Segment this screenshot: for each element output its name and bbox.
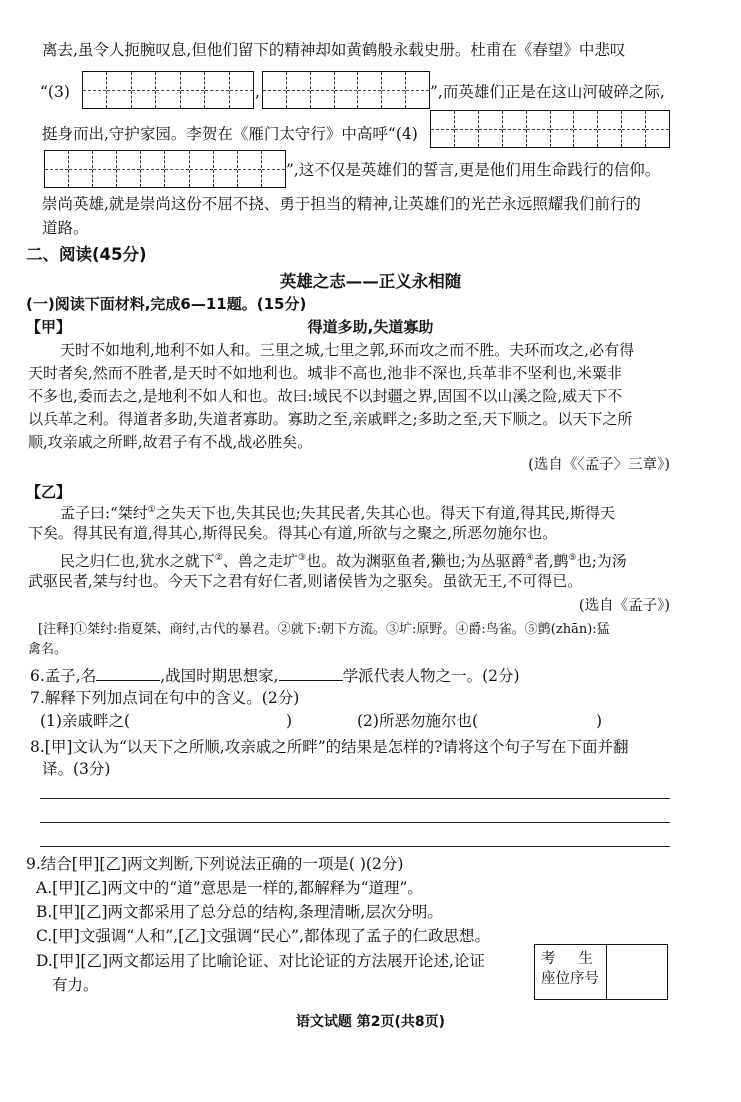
note-ref-5: ⑤ [568,553,577,563]
jia-line-5: 顺,攻亲戚之所畔,故君子有不战,战必胜矣。 [28,433,313,451]
q6-blank-school[interactable] [279,665,343,681]
answer-grid-4a[interactable] [430,110,670,148]
q9-option-c: C.[甲]文强调“人和”,[乙]文强调“民心”,都体现了孟子的仁政思想。 [36,927,490,945]
yi-line-3 [60,548,627,571]
answer-line-2[interactable] [40,822,670,823]
intro-line-2-prefix: “(3) [40,83,70,101]
intro-line-2-comma: , [255,83,260,101]
q9-option-a: A.[甲][乙]两文中的“道”意思是一样的,都解释为“道理”。 [36,879,423,897]
q7-close-2: ) [596,712,603,730]
part1-heading: (一)阅读下面材料,完成6—11题。(15分) [26,295,307,313]
q9-option-d: D.[甲][乙]两文都运用了比喻论证、对比论证的方法展开论述,论证 [36,952,485,970]
section-heading: 二、阅读(45分) [26,245,147,264]
intro-line-1: 离去,虽令人扼腕叹息,但他们留下的精神却如黄鹤般永载史册。杜甫在《春望》中悲叹 [42,41,626,59]
q9-option-d-cont: 有力。 [52,976,99,994]
answer-line-3[interactable] [40,846,670,847]
jia-label: 【甲】 [26,318,72,336]
annotation-line-1: [注释]①桀纣:指夏桀、商纣,古代的暴君。②就下:朝下方流。③圹:原野。④爵:鸟雀。⑤鹯(zhān):猛 [38,622,610,637]
yi-label: 【乙】 [26,483,72,501]
yi-line-3-b: 、兽之走圹 [222,552,298,570]
seat-number-box [534,944,668,1000]
answer-line-1[interactable] [40,798,670,799]
q9-option-b: B.[甲][乙]两文都采用了总分总的结构,条理清晰,层次分明。 [36,903,443,921]
q7-item-2: (2)所恶勿施尔也( [357,712,479,730]
intro-line-6: 道路。 [42,219,89,237]
yi-line-3-e: 也;为汤 [576,552,627,570]
note-ref-4: ④ [525,553,534,563]
q6-part-b: ,战国时期思想家, [160,667,279,685]
jia-source: (选自《〈孟子〉三章》) [528,457,670,473]
yi-source: (选自《孟子》) [578,598,670,614]
jia-line-4: 以兵革之利。得道者多助,失道者寡助。寡助之至,亲戚畔之;多助之至,天下顺之。以天下之所 [28,410,633,428]
yi-line-4: 武驱民者,桀与纣也。今天下之君有好仁者,则诸侯皆为之驱矣。虽欲无王,不可得已。 [28,572,583,590]
theme-title: 英雄之志——正义永相随 [279,272,462,291]
q7-item-1: (1)亲戚畔之( [40,712,131,730]
yi-line-3-a: 民之归仁也,犹水之就下 [60,552,215,570]
intro-line-2-suffix: ”,而英雄们正是在这山河破碎之际, [430,83,665,101]
yi-line-1-start: 孟子曰:“桀纣 [60,504,148,522]
question-8-line-2: 译。(3分) [42,760,111,778]
seat-label-line-2: 座位序号 [541,971,599,987]
yi-line-3-c: 也。故为渊驱鱼者,獭也;为丛驱爵 [305,552,526,570]
yi-line-1-rest: 之失天下也,失其民也;失其民者,失其心也。得天下有道,得其民,斯得天 [155,504,615,522]
answer-grid-3b[interactable] [262,71,430,109]
q7-close-1: ) [286,712,293,730]
q6-part-c: 学派代表人物之一。(2分) [342,667,520,685]
question-9: 9.结合[甲][乙]两文判断,下列说法正确的一项是( )(2分) [26,855,404,873]
q6-part-a: 6.孟子,名 [30,667,97,685]
yi-line-2: 下矣。得其民有道,得其心,斯得民矣。得其心有道,所欲与之聚之,所恶勿施尔也。 [28,524,558,542]
answer-grid-3a[interactable] [82,71,254,109]
note-ref-2: ② [214,553,223,563]
intro-line-5: 崇尚英雄,就是崇尚这份不屈不挠、勇于担当的精神,让英雄们的光芒永远照耀我们前行的 [42,195,641,213]
annotation-line-2: 禽名。 [28,642,68,657]
yi-line-1 [60,500,615,523]
jia-line-1: 天时不如地利,地利不如人和。三里之城,七里之郭,环而攻之而不胜。夫环而攻之,必有得 [60,341,635,359]
seat-label-line-1: 考 生 [541,951,594,967]
answer-grid-4b[interactable] [44,150,286,188]
question-7: 7.解释下列加点词在句中的含义。(2分) [30,689,300,707]
question-8-line-1: 8.[甲]文认为“以天下之所顺,攻亲戚之所畔”的结果是怎样的?请将这个句子写在下面并翻 [30,738,629,756]
note-ref-3: ③ [297,553,306,563]
seat-number-field[interactable] [607,945,667,999]
question-6 [30,665,520,686]
note-ref-1: ① [147,505,156,515]
intro-line-4-suffix: ”,这不仅是英雄们的誓言,更是他们用生命践行的信仰。 [286,161,661,179]
page-footer: 语文试题 第2页(共8页) [295,1014,446,1030]
jia-line-3: 不多也,委而去之,是地利不如人和也。故曰:域民不以封疆之界,固国不以山溪之险,威天下不 [28,387,623,405]
yi-line-3-d: 者,鹯 [533,552,569,570]
seat-number-label [535,945,607,999]
q6-blank-name[interactable] [96,665,160,681]
jia-line-2: 天时者矣,然而不胜者,是天时不如地利也。城非不高也,池非不深也,兵革非不坚利也,米粟非 [28,364,622,382]
intro-line-3: 挺身而出,守护家园。李贺在《雁门太守行》中高呼“(4) [42,125,418,143]
jia-title: 得道多助,失道寡助 [307,318,434,336]
